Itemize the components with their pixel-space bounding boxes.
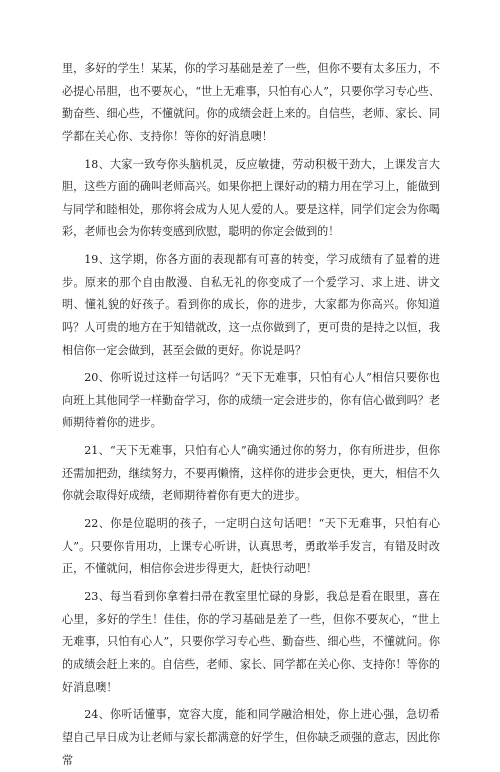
paragraph-22: 22、你是位聪明的孩子，一定明白这句话吧！“天下无难事，只怕有心人”。只要你肯用功，上课专心听讲，认真思考，勇敢举手发言，有错及时改正，不懂就问，相信你会进步得更大，赶快行动吧！ (62, 517, 440, 576)
paragraph-21: 21、“天下无难事，只怕有心人”确实通过你的努力，你有所进步，但你还需加把劲，继续努力，不要再懒惰，这样你的进步会更快，更大，相信不久你就会取得好成绩，老师期待着你有更大的进步。 (62, 444, 440, 503)
paragraph-19: 19、这学期，你各方面的表现都有可喜的转变，学习成绩有了显着的进步。原来的那个自由散漫、自私无礼的你变成了一个爱学习、求上进、讲文明、懂礼貌的好孩子。看到你的成长，你的进步，大家都为你高兴。你知道吗？人可贵的地方在于知错就改，这一点你做到了，更可贵的是持之以恒，我相信你一定会做到，甚至会做的更好。你说是吗？ (62, 253, 440, 357)
document-body (62, 58, 440, 772)
paragraph-20: 20、你听说过这样一句话吗？“天下无难事，只怕有心人”相信只要你也向班上其他同学一样勤奋学习，你的成绩一定会进步的，你有信心做到吗？老师期待着你的进步。 (62, 371, 440, 430)
paragraph-23: 23、每当看到你拿着扫帚在教室里忙碌的身影，我总是看在眼里，喜在心里，多好的学生！佳佳，你的学习基础是差了一些，但你不要灰心，“世上无难事，只怕有心人”，只要你学习专心些、勤奋些、细心些，不懂就问。你的成绩会赶上来的。自信些，老师、家长、同学都在关心你、支持你！等你的好消息噢！ (62, 590, 440, 694)
paragraph-18: 18、大家一致夸你头脑机灵，反应敏捷，劳动积极干劲大，上课发言大胆，这些方面的确叫老师高兴。如果你把上课好动的精力用在学习上，能做到与同学和睦相处，那你将会成为人见人爱的人。要是这样，同学们定会为你喝彩，老师也会为你转变感到欣慰，聪明的你定会做到的！ (62, 157, 440, 239)
paragraph-continued: 里，多好的学生！某某，你的学习基础是差了一些，但你不要有太多压力，不必提心吊胆，也不要灰心，“世上无难事，只怕有心人”，只要你学习专心些、勤奋些、细心些，不懂就问。你的成绩会赶上来的。自信些，老师、家长、同学都在关心你、支持你！等你的好消息噢！ (62, 62, 440, 143)
paragraph-24: 24、你听话懂事，宽容大度，能和同学融洽相处，你上进心强，急切希望自己早日成为让老师与家长都满意的好学生，但你缺乏顽强的意志，因此你常 (62, 708, 440, 767)
